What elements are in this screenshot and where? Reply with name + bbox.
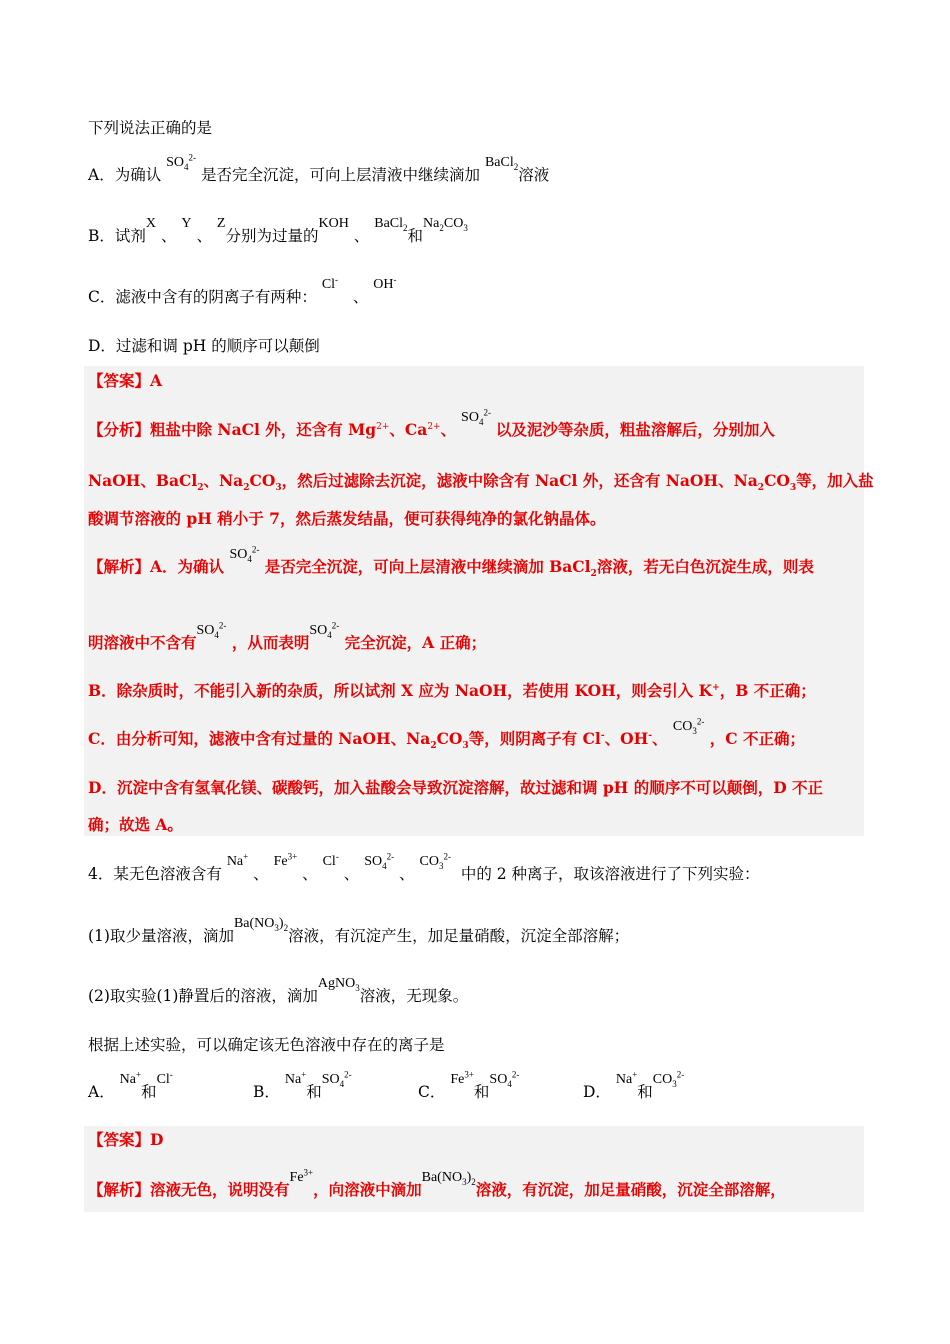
ion-so4: $SO_4^{2-}$: [364, 851, 395, 871]
explain-q4: 【解析】溶液无色，说明没有$Fe^{3+}$，向溶液中滴加$Ba(NO_3)_2$溶液，有沉淀，加足量硝酸，沉淀全部溶解，: [88, 1167, 786, 1199]
ion-cl: Cl-: [156, 1069, 173, 1087]
option-a: [88, 152, 550, 187]
formula-koh: KOH: [318, 216, 349, 231]
ion-fe: $Fe^{3+}$: [289, 1167, 314, 1185]
option-c-text: C．滤液中含有的阴离子有两种：: [88, 288, 317, 306]
q4-option-c: C． $Fe^{3+}$和$SO_4^{2-}$: [418, 1069, 520, 1101]
formula-cl: Cl-: [321, 274, 339, 292]
separator: 、: [353, 227, 370, 245]
explain-d-line-1: D．沉淀中含有氢氧化镁、碳酸钙，加入盐酸会导致沉淀溶解，故过滤和调 pH 的顺序不可以颠倒，D 不正: [88, 778, 824, 797]
explain-a-line-2: 明溶液中不含有$SO_4^{2-}$ ，从而表明$SO_4^{2-}$ 完全沉淀，A 正确；: [88, 620, 487, 652]
reagent-z: Z: [216, 216, 226, 231]
formula-ba-no3-2: $Ba(NO_3)_2$: [233, 916, 289, 933]
formula-so4: $SO_4^{2-}$: [229, 544, 260, 564]
analysis-line-3: 酸调节溶液的 pH 稍小于 7，然后蒸发结晶，便可获得纯净的氯化钠晶体。: [88, 509, 606, 528]
answer-q3: 【答案】A: [88, 371, 163, 390]
option-a-text-2: 是否完全沉淀，可向上层清液中继续滴加: [200, 166, 480, 184]
formula-so4: $SO_4^{2-}$: [309, 620, 340, 640]
option-b-text: B．试剂: [88, 227, 146, 245]
option-c: [88, 274, 397, 309]
reagent-x: X: [145, 216, 157, 231]
question-4-stem: 4．某无色溶液含有 Na+ 、 $Fe^{3+}$ 、 Cl- 、 $SO_4^{2-}$ 、 $CO_3^{2-}$ 中的 2 种离子，取该溶液进行了下列实验：: [88, 851, 760, 883]
reagent-y: Y: [181, 216, 192, 231]
and-text: 和: [407, 227, 424, 245]
option-d: D．过滤和调 pH 的顺序可以颠倒: [88, 337, 320, 355]
ion-na: Na+: [615, 1069, 638, 1087]
experiment-1: (1)取少量溶液，滴加$Ba(NO_3)_2$溶液，有沉淀产生，加足量硝酸，沉淀全部溶解；: [88, 916, 630, 945]
question-stem: 下列说法正确的是: [88, 119, 213, 137]
separator: 、: [196, 227, 212, 245]
separator: 、: [352, 288, 369, 306]
q4-option-a: A． Na+和Cl-: [88, 1069, 173, 1101]
option-b-text-2: 分别为过量的: [225, 227, 319, 245]
explain-tag: 【解析】: [88, 1180, 151, 1199]
formula-na2co3: $Na_2CO_3$: [423, 216, 468, 233]
ion-na: Na+: [226, 851, 249, 869]
ion-na: Na+: [119, 1069, 142, 1087]
analysis-line-2: NaOH、BaCl$_2$、$Na_2CO_3$，然后过滤除去沉淀，滤液中除含有 NaCl 外，还含有 NaOH、$Na_2CO_3$等，加入盐: [88, 471, 874, 494]
formula-co3: $CO_3^{2-}$: [672, 716, 705, 736]
ion-so4: $SO_4^{2-}$: [321, 1069, 352, 1089]
analysis-tag: 【分析】: [88, 420, 151, 439]
q4-option-d: D． Na+和$CO_3^{2-}$: [583, 1069, 685, 1101]
ion-co3: $CO_3^{2-}$: [652, 1069, 685, 1089]
option-b: [88, 216, 468, 248]
q4-option-b: B． Na+和$SO_4^{2-}$: [253, 1069, 352, 1101]
ion-co3: $CO_3^{2-}$: [419, 851, 451, 871]
formula-bacl2: BaCl$_2$: [374, 216, 408, 233]
option-a-text-3: 溶液: [518, 166, 550, 184]
formula-so4: $SO_4^{2-}$: [196, 620, 227, 640]
formula-so4: $SO_4^{2-}$: [166, 152, 197, 172]
q4-options: [88, 1069, 788, 1106]
answer-q4: 【答案】D: [88, 1130, 164, 1149]
ion-so4: $SO_4^{2-}$: [489, 1069, 520, 1089]
formula-agno3: AgNO$_3$: [317, 976, 360, 993]
formula-ba-no3-2: $Ba(NO_3)_2$: [421, 1170, 476, 1187]
ion-fe: $Fe^{3+}$: [450, 1069, 474, 1087]
experiment-2: (2)取实验(1)静置后的溶液，滴加AgNO$_3$溶液，无现象。: [88, 976, 469, 1005]
explain-d-line-2: 确；故选 A。: [88, 815, 183, 834]
formula-bacl2: BaCl$_2$: [484, 155, 519, 172]
explain-b: B．除杂质时，不能引入新的杂质，所以试剂 X 应为 NaOH，若使用 KOH，则会引入 K+，B 不正确；: [88, 681, 816, 700]
explain-tag: 【解析】: [88, 557, 151, 576]
conclusion: 根据上述实验，可以确定该无色溶液中存在的离子是: [88, 1036, 445, 1054]
ion-fe: $Fe^{3+}$: [273, 851, 298, 869]
formula-so4: $SO_4^{2-}$: [461, 407, 491, 427]
explain-c: C．由分析可知，滤液中含有过量的 NaOH、$Na_2CO_3$等，则阴离子有 Cl-、OH-、 $CO_3^{2-}$ ，C 不正确；: [88, 716, 805, 752]
separator: 、: [160, 227, 177, 245]
ion-cl: Cl-: [322, 851, 339, 869]
formula-oh: OH-: [373, 274, 397, 292]
analysis-line-1: 【分析】粗盐中除 NaCl 外，还含有 $Mg^{2+}$、$Ca^{2+}$、 $SO_4^{2-}$ 以及泥沙等杂质，粗盐溶解后，分别加入: [88, 407, 775, 439]
ion-na: Na+: [284, 1069, 307, 1087]
explain-a-line-1: 【解析】A．为确认 $SO_4^{2-}$ 是否完全沉淀，可向上层清液中继续滴加 BaCl$_2$溶液，若无白色沉淀生成，则表: [88, 544, 814, 580]
option-a-text: A．为确认: [88, 166, 162, 184]
